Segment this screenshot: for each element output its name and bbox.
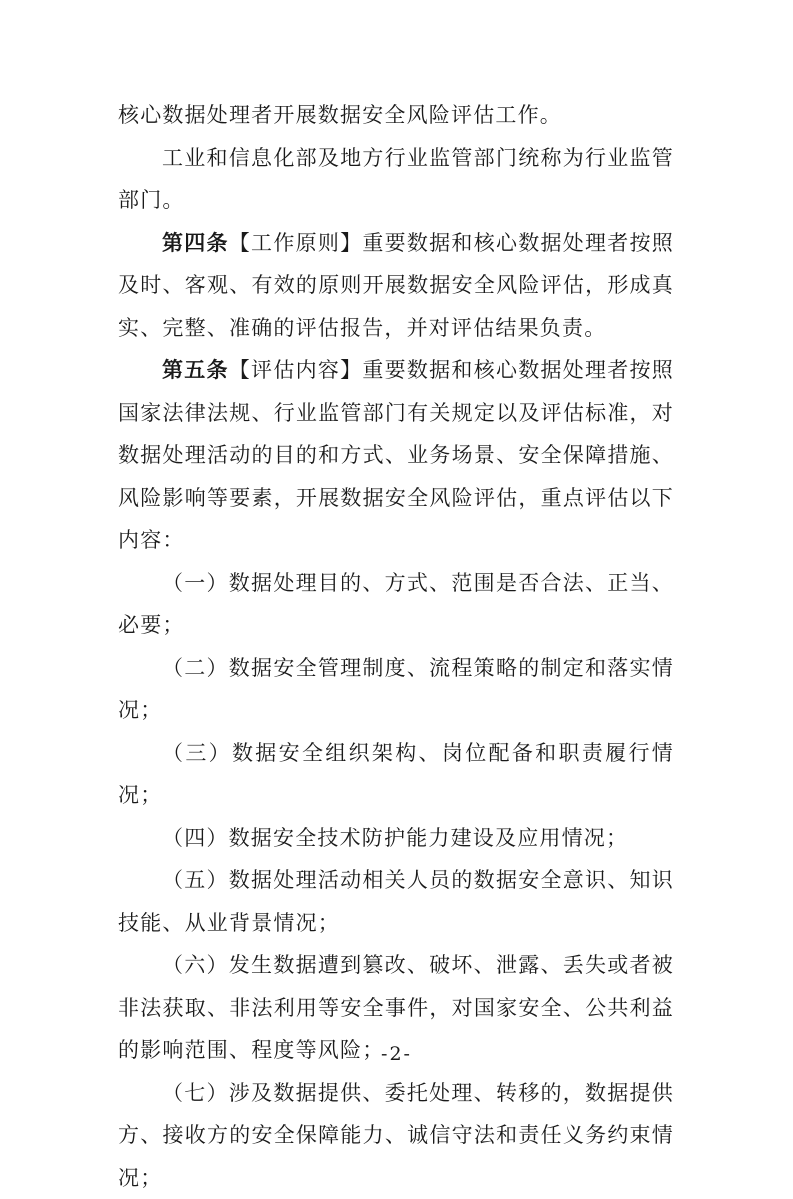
article-heading: 第五条 <box>162 358 229 382</box>
paragraph-text: （六）发生数据遭到篡改、破坏、泄露、丢失或者被非法获取、非法利用等安全事件，对国家安全、公共利益的影响范围、程度等风险； <box>118 953 674 1062</box>
paragraph-text: （七）涉及数据提供、委托处理、转移的，数据提供方、接收方的安全保障能力、诚信守法和责任义务约束情况； <box>118 1081 674 1190</box>
paragraph-text: （五）数据处理活动相关人员的数据安全意识、知识技能、从业背景情况； <box>118 868 674 935</box>
list-item-2 <box>118 647 674 732</box>
paragraph-text: （二）数据安全管理制度、流程策略的制定和落实情况； <box>118 656 674 723</box>
list-item-1 <box>118 562 674 647</box>
paragraph-text: 工业和信息化部及地方行业监管部门统称为行业监管部门。 <box>118 146 674 213</box>
paragraph-text: 【评估内容】重要数据和核心数据处理者按照国家法律法规、行业监管部门有关规定以及评估标准，对数据处理活动的目的和方式、业务场景、安全保障措施、风险影响等要素，开展数据安全风险评估，重点评估以下内容： <box>118 358 674 552</box>
list-item-3 <box>118 732 674 817</box>
list-item-5 <box>118 859 674 944</box>
paragraph-text: 核心数据处理者开展数据安全风险评估工作。 <box>118 103 562 127</box>
page-number: -2- <box>0 1043 793 1065</box>
article-4 <box>118 222 674 350</box>
paragraph-text: 【工作原则】重要数据和核心数据处理者按照及时、客观、有效的原则开展数据安全风险评估，形成真实、完整、准确的评估报告，并对评估结果负责。 <box>118 231 674 340</box>
paragraph-text: （三）数据安全组织架构、岗位配备和职责履行情况； <box>118 741 674 808</box>
list-item-4 <box>118 817 674 860</box>
paragraph-1 <box>118 94 674 137</box>
paragraph-2 <box>118 137 674 222</box>
paragraph-text: （一）数据处理目的、方式、范围是否合法、正当、必要； <box>118 571 674 638</box>
list-item-7 <box>118 1072 674 1199</box>
document-body <box>118 94 674 1199</box>
paragraph-text: （四）数据安全技术防护能力建设及应用情况； <box>162 826 628 850</box>
article-heading: 第四条 <box>162 231 229 255</box>
article-5 <box>118 349 674 562</box>
